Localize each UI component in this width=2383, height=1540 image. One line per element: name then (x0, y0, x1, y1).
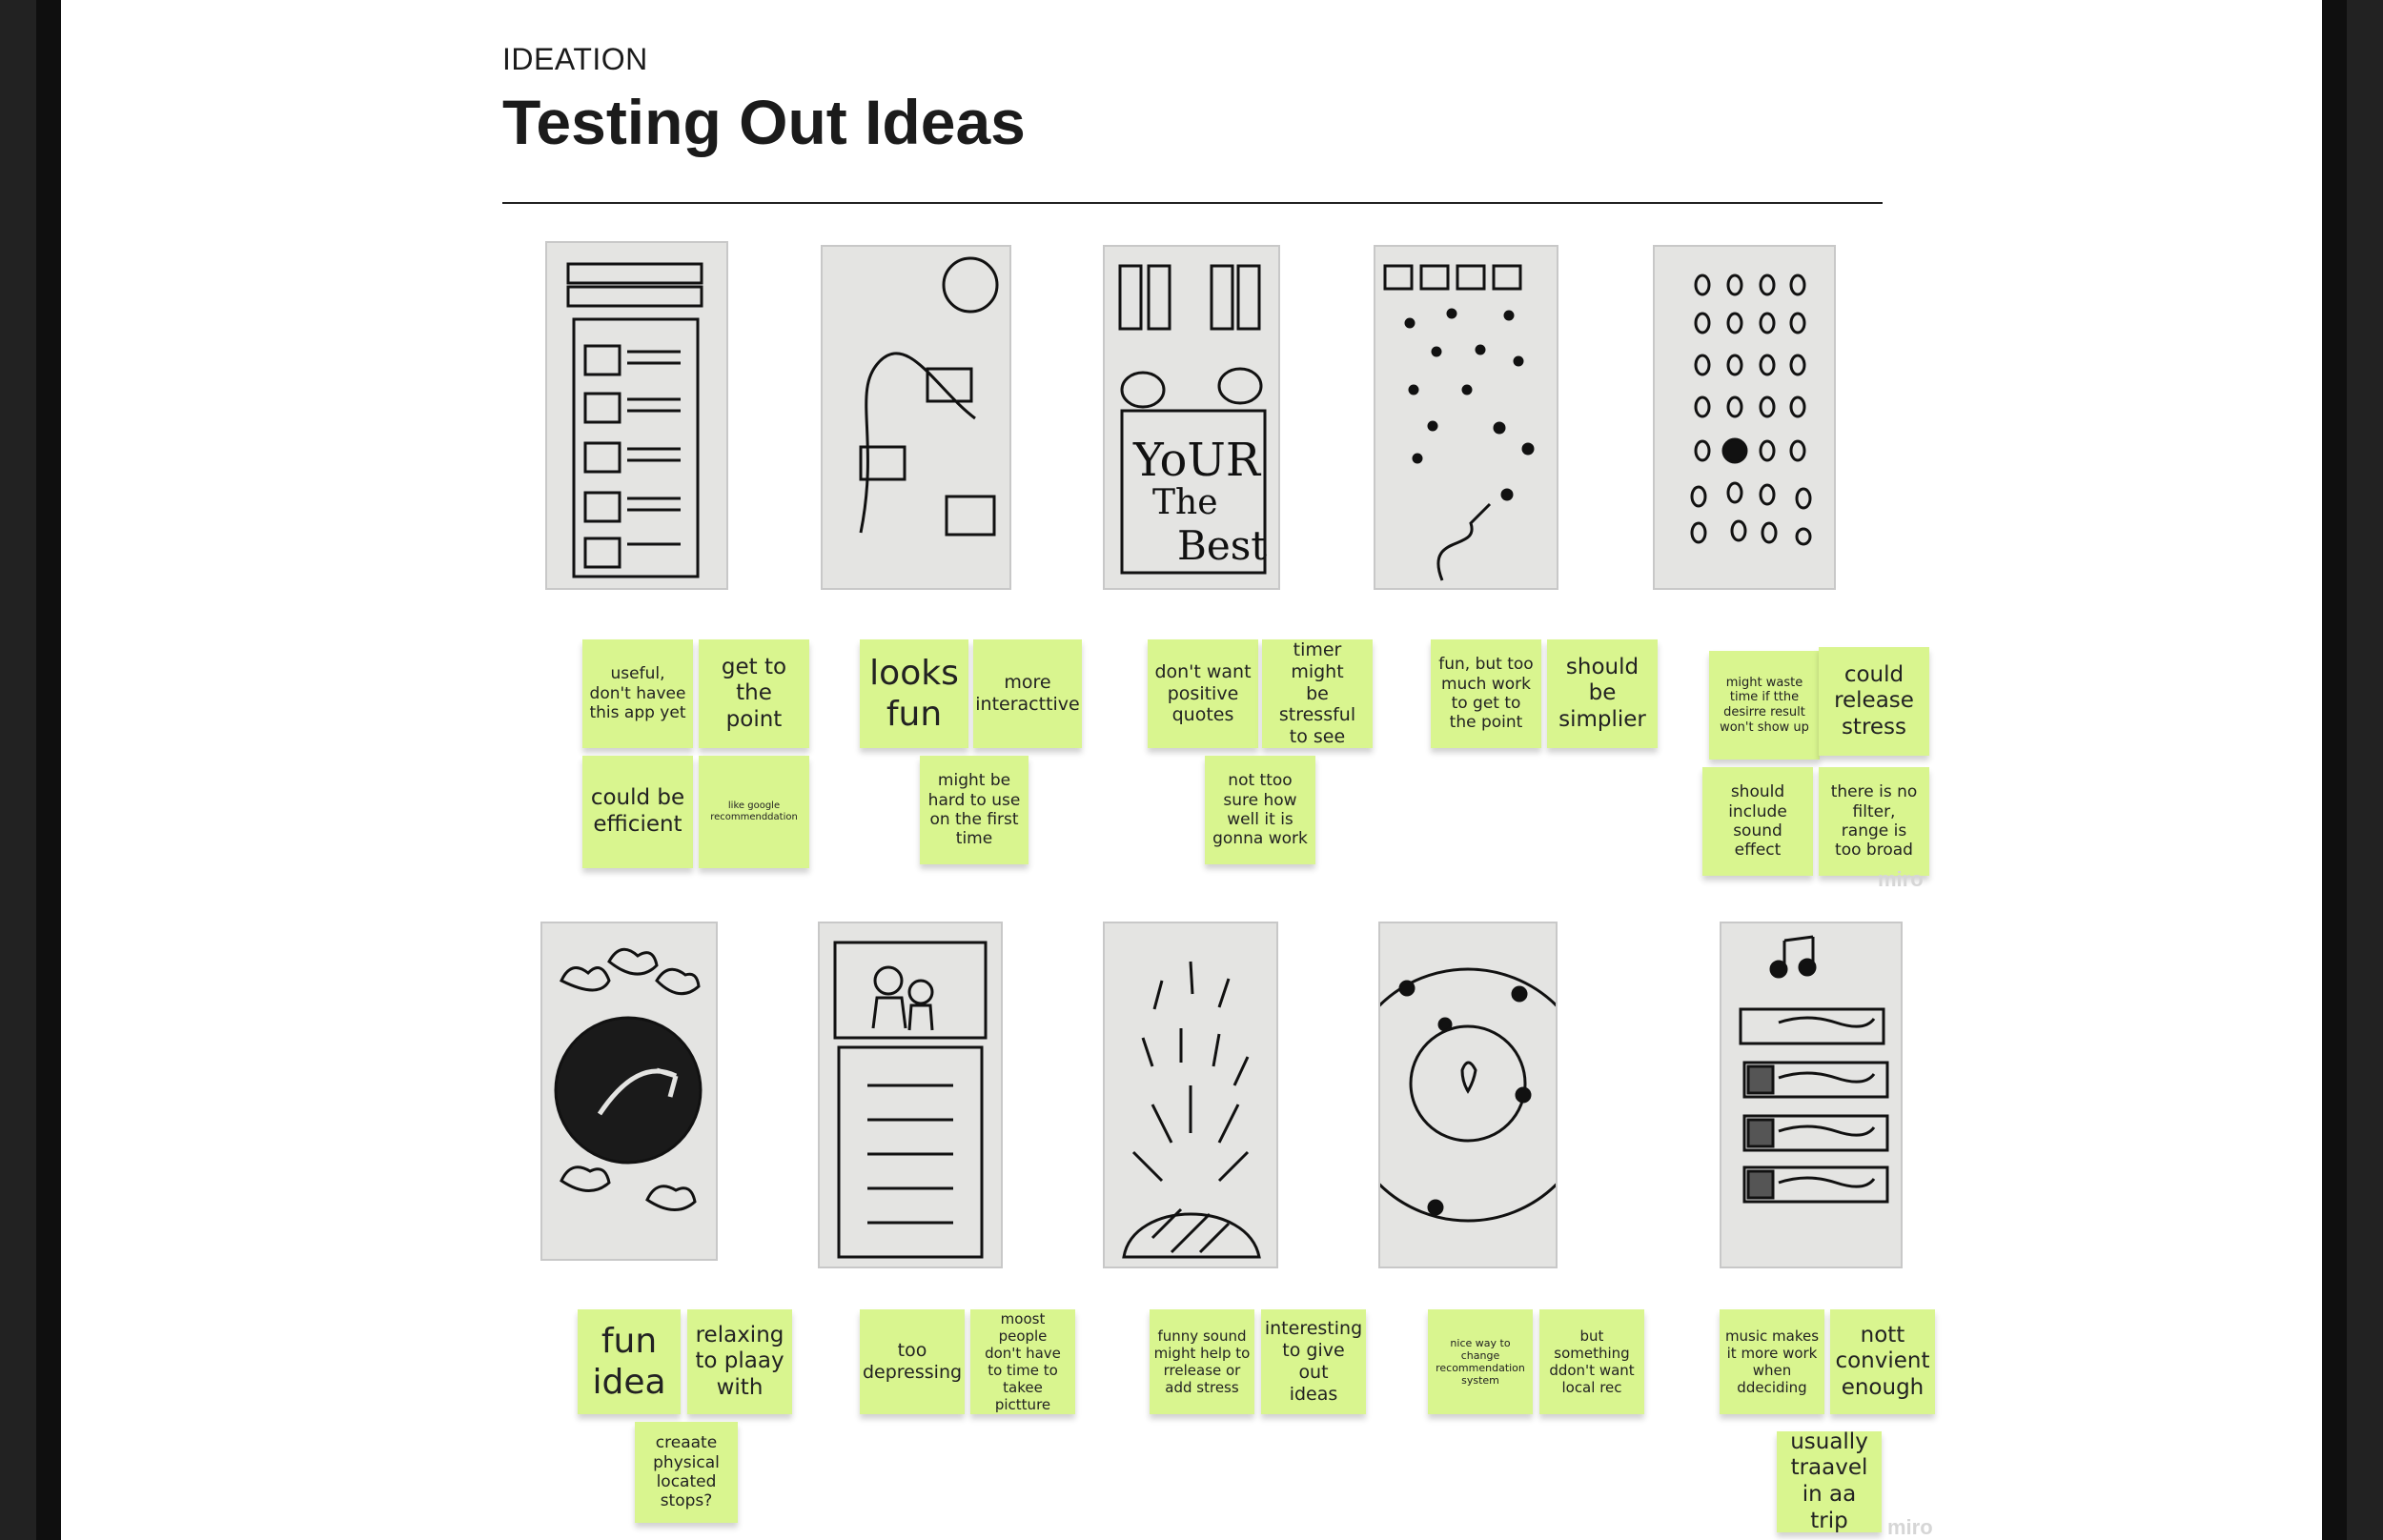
canvas-page (61, 0, 2322, 1540)
sticky-note[interactable]: there is no filter, range is too broad (1819, 767, 1929, 876)
sticky-note[interactable]: should be simplier (1547, 639, 1658, 748)
sticky-note[interactable]: could be efficient (582, 756, 693, 868)
sketch-music-bars (1720, 922, 1903, 1268)
sketch-chat-map (821, 245, 1011, 590)
sticky-note[interactable]: useful, don't havee this app yet (582, 639, 693, 748)
sticky-note[interactable]: might be hard to use on the first time (920, 756, 1029, 864)
sticky-note[interactable]: music makes it more work when ddeciding (1720, 1309, 1824, 1414)
sticky-note[interactable]: should include sound effect (1702, 767, 1813, 876)
svg-text:The: The (1152, 483, 1218, 522)
sticky-note[interactable]: timer might be stressful to see (1262, 639, 1373, 748)
svg-text:Best: Best (1177, 522, 1268, 569)
sketch-photo-notes (818, 922, 1003, 1268)
miro-watermark: miro (1878, 867, 1924, 891)
sticky-note[interactable]: moost people don't have to time to takee pictture (970, 1309, 1075, 1414)
sketch-dots-game (1374, 245, 1558, 590)
sketch-quote-timer (1103, 245, 1280, 590)
sticky-note[interactable]: funny sound might help to rrelease or add stress (1150, 1309, 1254, 1414)
sticky-note[interactable]: might waste time if tthe desirre result won't show up (1709, 651, 1820, 760)
sticky-note[interactable]: too depressing (860, 1309, 965, 1414)
sticky-note[interactable]: get to the point (699, 639, 809, 748)
sticky-note[interactable]: don't want positive quotes (1148, 639, 1258, 748)
divider (502, 202, 1883, 204)
page-title: Testing Out Ideas (502, 87, 1026, 157)
section-eyebrow: IDEATION (502, 42, 648, 76)
sticky-note[interactable]: creaate physical located stops? (635, 1422, 738, 1523)
sketch-shuffle-button (540, 922, 718, 1261)
sketch-orbit (1378, 922, 1558, 1268)
sticky-note[interactable]: relaxing to plaay with (687, 1309, 792, 1414)
svg-text:YoUR: YoUR (1133, 434, 1261, 487)
sticky-note[interactable]: fun idea (578, 1309, 681, 1414)
sticky-note[interactable]: like google recommenddation (699, 756, 809, 868)
sticky-note[interactable]: nott convient enough (1830, 1309, 1935, 1414)
sticky-note[interactable]: looks fun (860, 639, 968, 748)
sticky-note[interactable]: fun, but too much work to get to the point (1431, 639, 1541, 748)
sticky-note[interactable]: interesting to give out ideas (1261, 1309, 1366, 1414)
sticky-note[interactable]: could release stress (1819, 647, 1929, 756)
sticky-note[interactable]: not ttoo sure how well it is gonna work (1205, 756, 1315, 864)
sticky-note[interactable]: but something ddon't want local rec (1539, 1309, 1644, 1414)
miro-watermark: miro (1887, 1515, 1933, 1539)
left-border (0, 0, 61, 1540)
sketch-list-app (545, 241, 728, 590)
sticky-note[interactable]: usually traavel in aa trip (1777, 1431, 1882, 1532)
sketch-circle-grid (1653, 245, 1836, 590)
sketch-explosion (1103, 922, 1278, 1268)
sticky-note[interactable]: nice way to change recommendation system (1428, 1309, 1533, 1414)
right-border (2322, 0, 2383, 1540)
sticky-note[interactable]: more interacttive (973, 639, 1082, 748)
